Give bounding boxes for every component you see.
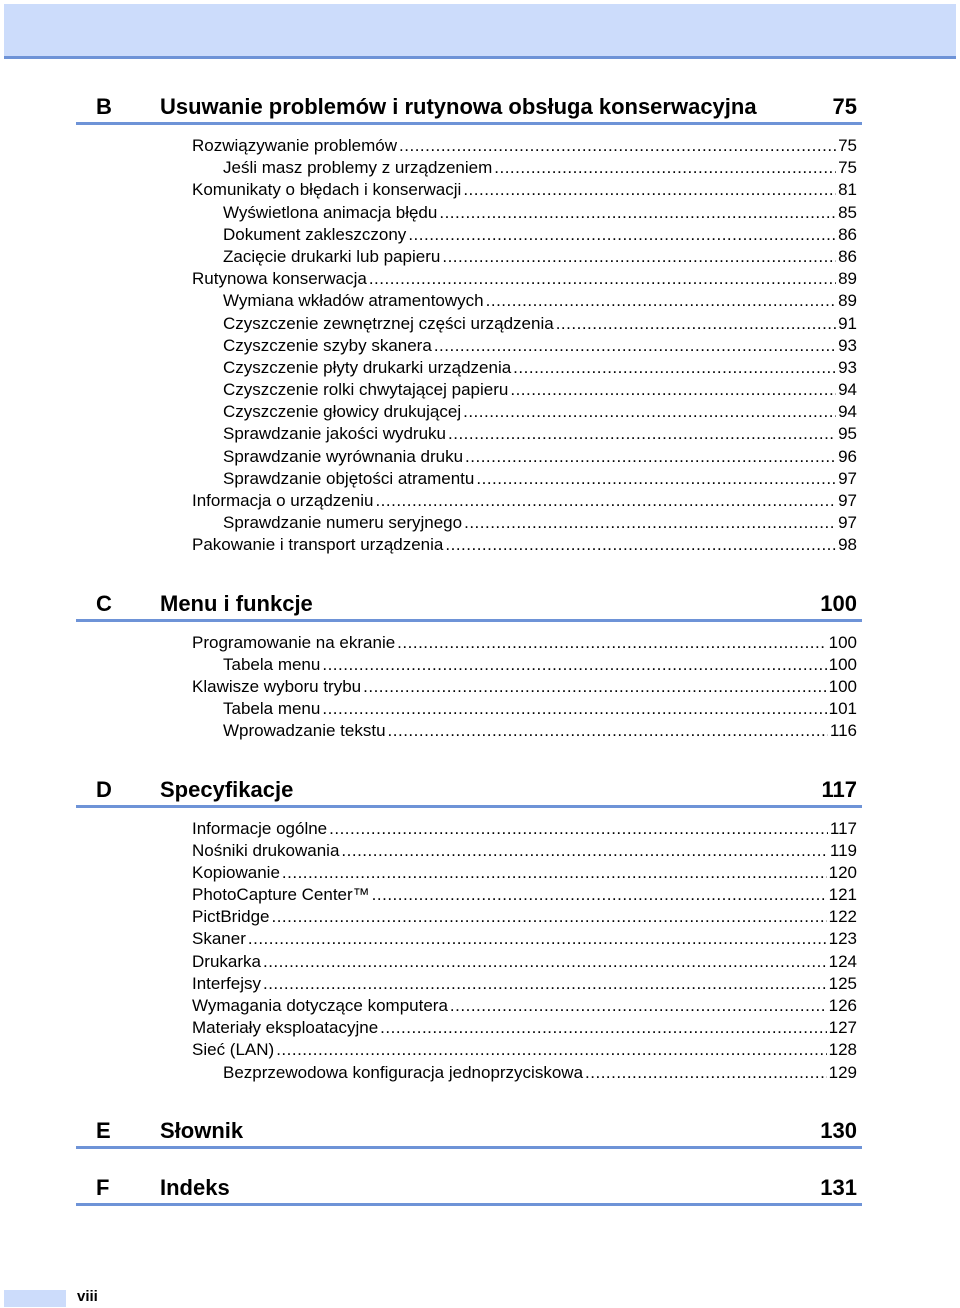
toc-entry-page-number: 86 bbox=[838, 246, 857, 266]
toc-entry-page-number: 86 bbox=[838, 224, 857, 244]
toc-entry-label: PhotoCapture Center™ bbox=[192, 885, 370, 905]
toc-entry[interactable] bbox=[192, 862, 857, 884]
toc-entry-page-number: 120 bbox=[828, 862, 857, 882]
dot-leader bbox=[465, 446, 836, 468]
dot-leader bbox=[248, 928, 827, 950]
toc-entry[interactable] bbox=[223, 224, 857, 246]
toc-entry[interactable] bbox=[223, 446, 857, 468]
toc-entry[interactable] bbox=[223, 698, 857, 720]
toc-entry-page-number: 100 bbox=[828, 676, 857, 696]
dot-leader bbox=[439, 202, 836, 224]
toc-entry-label: Jeśli masz problemy z urządzeniem bbox=[223, 158, 493, 178]
dot-leader bbox=[448, 423, 836, 445]
dot-leader bbox=[463, 179, 836, 201]
toc-entry[interactable] bbox=[223, 423, 857, 445]
toc-entry-page-number: 121 bbox=[828, 885, 857, 905]
toc-entry-page-number: 81 bbox=[838, 180, 857, 200]
toc-entry[interactable] bbox=[192, 906, 857, 928]
toc-entry-page-number: 116 bbox=[829, 721, 857, 741]
dot-leader bbox=[322, 654, 826, 676]
toc-entry-label: Sprawdzanie wyrównania druku bbox=[223, 446, 464, 466]
toc-entry-label: Klawisze wyboru trybu bbox=[192, 676, 362, 696]
toc-entry[interactable] bbox=[192, 995, 857, 1017]
toc-entry[interactable] bbox=[192, 818, 857, 840]
toc-entry-page-number: 117 bbox=[829, 818, 857, 838]
toc-entry-page-number: 89 bbox=[838, 269, 857, 289]
toc-entry-label: Informacja o urządzeniu bbox=[192, 491, 374, 510]
toc-entry[interactable] bbox=[192, 973, 857, 995]
toc-entry[interactable] bbox=[223, 290, 857, 312]
toc-entry[interactable] bbox=[192, 951, 857, 973]
dot-leader bbox=[585, 1062, 827, 1084]
toc-entry[interactable] bbox=[223, 335, 857, 357]
toc-entry-list bbox=[76, 818, 862, 1084]
dot-leader bbox=[276, 1039, 826, 1061]
toc-entry-label: Pakowanie i transport urządzenia bbox=[192, 535, 444, 555]
dot-leader bbox=[442, 246, 836, 268]
toc-entry-page-number: 123 bbox=[828, 929, 857, 949]
chapter-letter: D bbox=[96, 776, 112, 802]
toc-entry-page-number: 93 bbox=[838, 357, 857, 377]
dot-leader bbox=[341, 840, 827, 862]
toc-entry[interactable] bbox=[223, 512, 857, 534]
toc-entry-label: Wyświetlona animacja błędu bbox=[223, 202, 438, 222]
toc-entry[interactable] bbox=[192, 676, 857, 698]
toc-entry-list bbox=[76, 135, 862, 557]
toc-entry[interactable] bbox=[192, 1039, 857, 1061]
toc-chapter-section bbox=[76, 771, 862, 1084]
toc-entry-label: Komunikaty o błędach i konserwacji bbox=[192, 180, 462, 200]
chapter-page-number: 100 bbox=[820, 590, 857, 616]
toc-entry-label: Drukarka bbox=[192, 951, 261, 971]
dot-leader bbox=[494, 157, 836, 179]
toc-entry-page-number: 89 bbox=[838, 291, 857, 311]
toc-entry-label: Bezprzewodowa konfiguracja jednoprzyciskowa bbox=[223, 1062, 584, 1082]
toc-entry[interactable] bbox=[223, 1062, 857, 1084]
chapter-heading[interactable] bbox=[76, 1169, 862, 1206]
chapter-heading[interactable] bbox=[76, 1112, 862, 1149]
toc-chapter-section bbox=[76, 1112, 862, 1149]
toc-entry-label: Nośniki drukowania bbox=[192, 840, 340, 860]
dot-leader bbox=[510, 379, 836, 401]
chapter-title: Słownik bbox=[160, 1117, 244, 1143]
footer-page-number: viii bbox=[77, 1288, 98, 1305]
dot-leader bbox=[329, 818, 828, 840]
toc-entry-page-number: 119 bbox=[829, 840, 857, 860]
dot-leader bbox=[434, 335, 836, 357]
chapter-heading[interactable] bbox=[76, 771, 862, 808]
chapter-letter: E bbox=[96, 1117, 111, 1143]
toc-entry[interactable] bbox=[192, 928, 857, 950]
dot-leader bbox=[388, 720, 828, 742]
table-of-contents bbox=[76, 88, 862, 1226]
toc-entry[interactable] bbox=[223, 157, 857, 179]
toc-entry-page-number: 98 bbox=[838, 535, 857, 555]
dot-leader bbox=[463, 401, 836, 423]
dot-leader bbox=[282, 862, 827, 884]
dot-leader bbox=[556, 313, 836, 335]
chapter-title: Usuwanie problemów i rutynowa obsługa konserwacyjna bbox=[160, 94, 757, 119]
dot-leader bbox=[372, 884, 827, 906]
toc-chapter-section bbox=[76, 1169, 862, 1206]
dot-leader bbox=[408, 224, 836, 246]
toc-entry-page-number: 97 bbox=[838, 491, 857, 510]
toc-entry[interactable] bbox=[223, 357, 857, 379]
toc-entry-page-number: 126 bbox=[828, 996, 857, 1015]
header-band bbox=[4, 4, 956, 59]
toc-entry[interactable] bbox=[192, 135, 857, 157]
toc-entry-label: Wymagania dotyczące komputera bbox=[192, 996, 448, 1015]
chapter-heading[interactable] bbox=[76, 88, 862, 125]
dot-leader bbox=[375, 490, 836, 512]
chapter-heading[interactable] bbox=[76, 585, 862, 622]
toc-entry-page-number: 85 bbox=[838, 202, 857, 222]
toc-entry[interactable] bbox=[223, 401, 857, 423]
toc-entry-list bbox=[76, 632, 862, 743]
toc-entry-page-number: 96 bbox=[838, 446, 857, 466]
chapter-letter: F bbox=[96, 1174, 110, 1200]
toc-entry-page-number: 128 bbox=[828, 1040, 857, 1060]
chapter-title: Indeks bbox=[160, 1174, 230, 1200]
toc-entry-label: Czyszczenie głowicy drukującej bbox=[223, 402, 462, 422]
toc-entry[interactable] bbox=[192, 1017, 857, 1039]
chapter-page-number: 130 bbox=[820, 1117, 857, 1143]
toc-entry[interactable] bbox=[223, 654, 857, 676]
toc-entry-page-number: 101 bbox=[828, 699, 857, 719]
toc-entry[interactable] bbox=[223, 468, 857, 490]
toc-entry-page-number: 125 bbox=[828, 973, 857, 993]
dot-leader bbox=[464, 512, 836, 534]
toc-entry-label: Sieć (LAN) bbox=[192, 1040, 275, 1060]
dot-leader bbox=[322, 698, 826, 720]
toc-entry-label: Kopiowanie bbox=[192, 862, 280, 882]
toc-entry-label: Wymiana wkładów atramentowych bbox=[223, 291, 484, 311]
toc-entry-page-number: 129 bbox=[828, 1062, 857, 1082]
toc-entry-page-number: 124 bbox=[828, 951, 857, 971]
toc-entry-label: Interfejsy bbox=[192, 973, 261, 993]
dot-leader bbox=[397, 632, 826, 654]
toc-entry[interactable] bbox=[192, 632, 857, 654]
toc-entry-page-number: 97 bbox=[838, 513, 857, 533]
toc-entry[interactable] bbox=[192, 884, 857, 906]
toc-entry[interactable] bbox=[223, 720, 857, 742]
toc-entry-label: Sprawdzanie objętości atramentu bbox=[223, 468, 475, 488]
chapter-page-number: 75 bbox=[832, 94, 857, 119]
toc-entry-label: Sprawdzanie jakości wydruku bbox=[223, 424, 446, 444]
toc-entry[interactable] bbox=[223, 313, 857, 335]
toc-entry-page-number: 100 bbox=[828, 632, 857, 652]
dot-leader bbox=[476, 468, 836, 490]
dot-leader bbox=[513, 357, 836, 379]
footer-band bbox=[4, 1290, 66, 1307]
toc-entry[interactable] bbox=[192, 534, 857, 556]
dot-leader bbox=[369, 268, 836, 290]
dot-leader bbox=[445, 534, 836, 556]
toc-entry[interactable] bbox=[223, 379, 857, 401]
toc-entry-label: Programowanie na ekranie bbox=[192, 632, 396, 652]
toc-entry[interactable] bbox=[192, 490, 857, 512]
dot-leader bbox=[363, 676, 827, 698]
toc-entry-label: Dokument zakleszczony bbox=[223, 224, 407, 244]
toc-entry-label: Czyszczenie zewnętrznej części urządzenia bbox=[223, 313, 554, 333]
toc-entry-label: Rozwiązywanie problemów bbox=[192, 136, 398, 155]
toc-entry-page-number: 91 bbox=[838, 313, 857, 333]
dot-leader bbox=[450, 995, 827, 1017]
toc-entry-label: Tabela menu bbox=[223, 699, 321, 719]
toc-entry-page-number: 95 bbox=[838, 424, 857, 444]
dot-leader bbox=[486, 290, 836, 312]
toc-entry-page-number: 94 bbox=[838, 402, 857, 422]
toc-entry-page-number: 93 bbox=[838, 335, 857, 355]
toc-entry-label: Czyszczenie szyby skanera bbox=[223, 335, 432, 355]
toc-entry-label: Czyszczenie rolki chwytającej papieru bbox=[223, 380, 509, 400]
toc-entry[interactable] bbox=[192, 268, 857, 290]
toc-entry-page-number: 127 bbox=[828, 1018, 857, 1038]
chapter-title: Menu i funkcje bbox=[160, 590, 313, 616]
toc-entry[interactable] bbox=[223, 246, 857, 268]
dot-leader bbox=[380, 1017, 826, 1039]
dot-leader bbox=[263, 951, 827, 973]
chapter-letter: C bbox=[96, 590, 112, 616]
toc-entry-page-number: 75 bbox=[838, 158, 857, 178]
chapter-title: Specyfikacje bbox=[160, 776, 294, 802]
chapter-page-number: 131 bbox=[820, 1174, 857, 1200]
toc-entry-label: Zacięcie drukarki lub papieru bbox=[223, 246, 441, 266]
toc-entry-label: Informacje ogólne bbox=[192, 818, 328, 838]
toc-entry-label: Sprawdzanie numeru seryjnego bbox=[223, 513, 463, 533]
chapter-letter: B bbox=[96, 94, 112, 119]
dot-leader bbox=[263, 973, 827, 995]
toc-entry[interactable] bbox=[223, 202, 857, 224]
toc-entry-label: Wprowadzanie tekstu bbox=[223, 721, 386, 741]
toc-entry-label: Tabela menu bbox=[223, 654, 321, 674]
toc-entry-label: Czyszczenie płyty drukarki urządzenia bbox=[223, 357, 512, 377]
toc-entry-page-number: 94 bbox=[838, 380, 857, 400]
toc-entry[interactable] bbox=[192, 179, 857, 201]
toc-entry-page-number: 100 bbox=[828, 654, 857, 674]
dot-leader bbox=[399, 135, 836, 157]
toc-entry-page-number: 75 bbox=[838, 136, 857, 155]
toc-entry-label: Rutynowa konserwacja bbox=[192, 269, 367, 289]
dot-leader bbox=[271, 906, 826, 928]
chapter-page-number: 117 bbox=[821, 776, 857, 802]
toc-chapter-section bbox=[76, 585, 862, 743]
toc-chapter-section bbox=[76, 88, 862, 557]
toc-entry-label: Materiały eksploatacyjne bbox=[192, 1018, 379, 1038]
toc-entry-page-number: 97 bbox=[838, 468, 857, 488]
toc-entry[interactable] bbox=[192, 840, 857, 862]
toc-entry-page-number: 122 bbox=[828, 907, 857, 927]
toc-entry-label: PictBridge bbox=[192, 907, 270, 927]
toc-entry-label: Skaner bbox=[192, 929, 246, 949]
